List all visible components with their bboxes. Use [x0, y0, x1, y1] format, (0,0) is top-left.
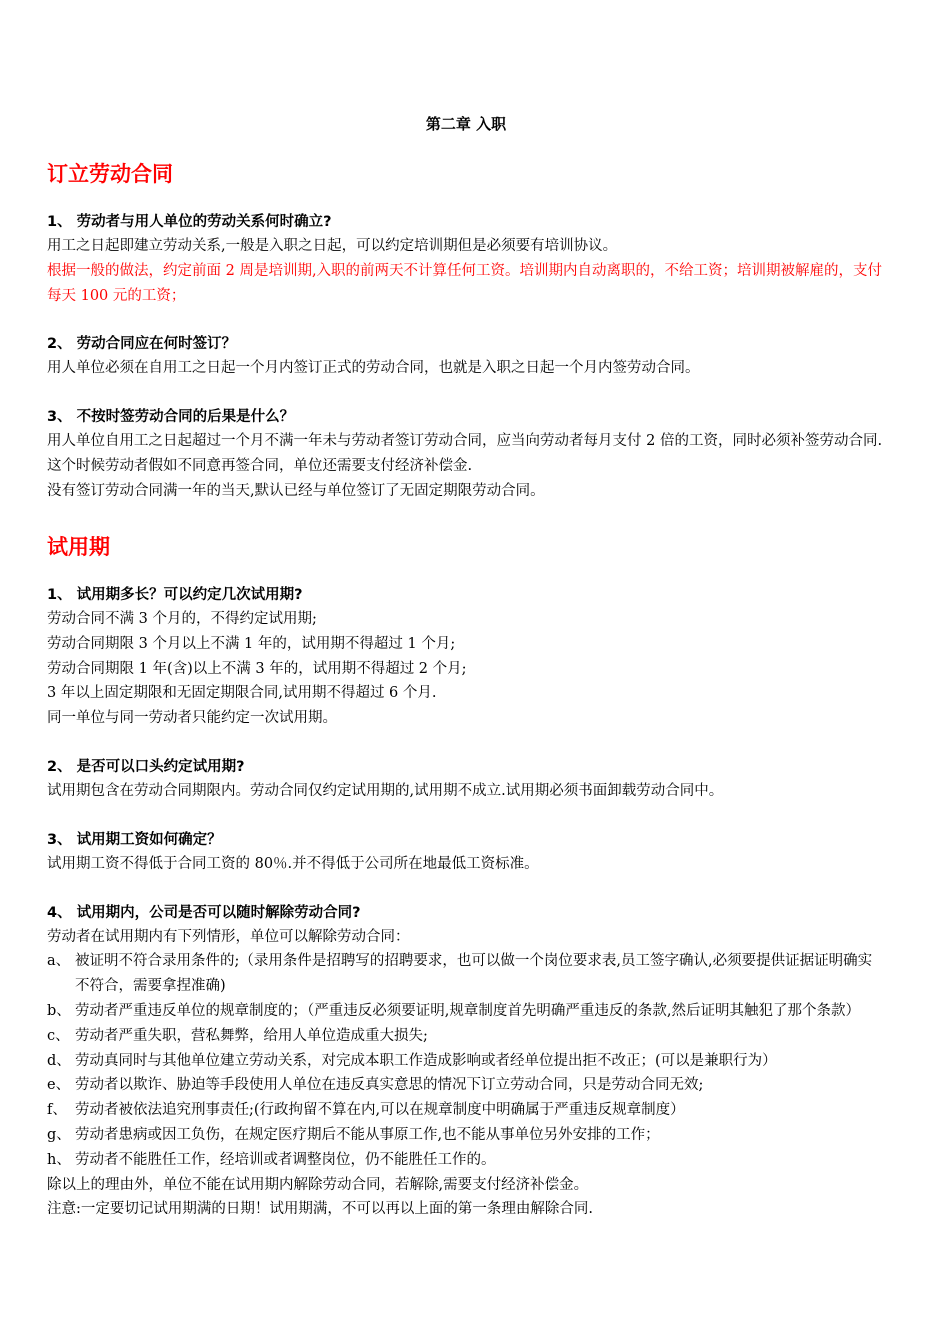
list-marker: c、 — [47, 1027, 70, 1044]
list-item — [47, 1148, 885, 1173]
answer-paragraph: 除以上的理由外，单位不能在试用期内解除劳动合同，若解除,需要支付经济补偿金。 — [47, 1176, 589, 1193]
list-item — [47, 1024, 885, 1049]
chapter-title: 第二章 入职 — [425, 115, 507, 133]
list-item — [47, 1123, 885, 1148]
list-item — [47, 999, 885, 1024]
answer-paragraph: 用人单位自用工之日起超过一个月不满一年未与劳动者签订劳动合同，应当向劳动者每月支付 2 倍的工资，同时必须补签劳动合同.这个时候劳动者假如不同意再签合同，单位还需要支付经济补偿金. — [47, 433, 883, 474]
list-marker: e、 — [47, 1077, 71, 1094]
note-paragraph: 注意:一定要切记试用期满的日期！试用期满，不可以再以上面的第一条理由解除合同. — [47, 1201, 593, 1218]
question-heading: 3、 不按时签劳动合同的后果是什么？ — [47, 409, 295, 426]
question-heading: 1、 劳动者与用人单位的劳动关系何时确立? — [47, 214, 332, 230]
list-item-text: 被证明不符合录用条件的;（录用条件是招聘写的招聘要求，也可以做一个岗位要求表,员工签字确认,必须要提供证据证明确实不符合，需要拿捏准确) — [75, 953, 873, 995]
answer-paragraph: 同一单位与同一劳动者只能约定一次试用期。 — [47, 710, 337, 727]
answer-paragraph: 3 年以上固定期限和无固定期限合同,试用期不得超过 6 个月. — [47, 685, 437, 702]
section-probation — [47, 533, 885, 1222]
section-heading: 订立劳动合同 — [47, 162, 173, 186]
list-item-text: 劳动者患病或因工负伤，在规定医疗期后不能从事原工作,也不能从事单位另外安排的工作； — [75, 1126, 660, 1143]
list-item-text: 劳动者不能胜任工作，经培训或者调整岗位，仍不能胜任工作的。 — [75, 1151, 496, 1168]
answer-paragraph: 劳动合同期限 3 个月以上不满 1 年的，试用期不得超过 1 个月; — [47, 635, 456, 652]
list-item-text: 劳动真同时与其他单位建立劳动关系，对完成本职工作造成影响或者经单位提出拒不改正；(可以是兼职行为） — [75, 1052, 777, 1069]
list-item-text: 劳动者以欺诈、胁迫等手段使用人单位在违反真实意思的情况下订立劳动合同，只是劳动合同无效; — [75, 1077, 704, 1094]
answer-paragraph: 用人单位必须在自用工之日起一个月内签订正式的劳动合同，也就是入职之日起一个月内签劳动合同。 — [47, 360, 700, 377]
answer-paragraph: 试用期包含在劳动合同期限内。劳动合同仅约定试用期的,试用期不成立.试用期必须书面卸载劳动合同中。 — [47, 782, 724, 799]
list-marker: d、 — [47, 1052, 71, 1069]
list-item — [47, 1098, 885, 1123]
question-heading: 2、 劳动合同应在何时签订？ — [47, 336, 237, 353]
list-item-text: 劳动者严重失职，营私舞弊，给用人单位造成重大损失; — [75, 1027, 428, 1044]
list-item-text: 劳动者严重违反单位的规章制度的；（严重违反必须要证明,规章制度首先明确严重违反的条款,然后证明其触犯了那个条款） — [75, 1002, 860, 1019]
list-marker: g、 — [47, 1126, 71, 1143]
answer-paragraph: 用工之日起即建立劳动关系,一般是入职之日起，可以约定培训期但是必须要有培训协议。 — [47, 238, 618, 254]
question-heading: 2、 是否可以口头约定试用期? — [47, 758, 245, 775]
list-marker: h、 — [47, 1151, 71, 1168]
list-marker: b、 — [47, 1002, 71, 1019]
question-heading: 1、 试用期多长？可以约定几次试用期? — [47, 587, 303, 603]
answer-paragraph: 没有签订劳动合同满一年的当天,默认已经与单位签订了无固定期限劳动合同。 — [47, 482, 545, 499]
list-item — [47, 1073, 885, 1098]
question-heading: 3、 试用期工资如何确定？ — [47, 831, 222, 848]
list-item — [47, 949, 885, 999]
answer-paragraph: 劳动合同期限 1 年(含)以上不满 3 年的，试用期不得超过 2 个月; — [47, 660, 467, 677]
question-heading: 4、 试用期内，公司是否可以随时解除劳动合同? — [47, 904, 361, 921]
list-item — [47, 1049, 885, 1074]
section-contract — [47, 160, 885, 504]
section-heading: 试用期 — [47, 535, 110, 559]
list-marker: a、 — [47, 953, 71, 970]
answer-paragraph: 劳动合同不满 3 个月的，不得约定试用期; — [47, 611, 317, 627]
answer-paragraph: 劳动者在试用期内有下列情形，单位可以解除劳动合同： — [47, 928, 410, 945]
answer-paragraph: 试用期工资不得低于合同工资的 80％.并不得低于公司所在地最低工资标准。 — [47, 855, 539, 872]
list-item-text: 劳动者被依法追究刑事责任;(行政拘留不算在内,可以在规章制度中明确属于严重违反规章制度） — [75, 1102, 685, 1119]
list-marker: f、 — [47, 1102, 67, 1119]
highlight-paragraph: 根据一般的做法，约定前面 2 周是培训期,入职的前两天不计算任何工资。培训期内自动离职的，不给工资；培训期被解雇的，支付每天 100 元的工资； — [47, 262, 883, 304]
